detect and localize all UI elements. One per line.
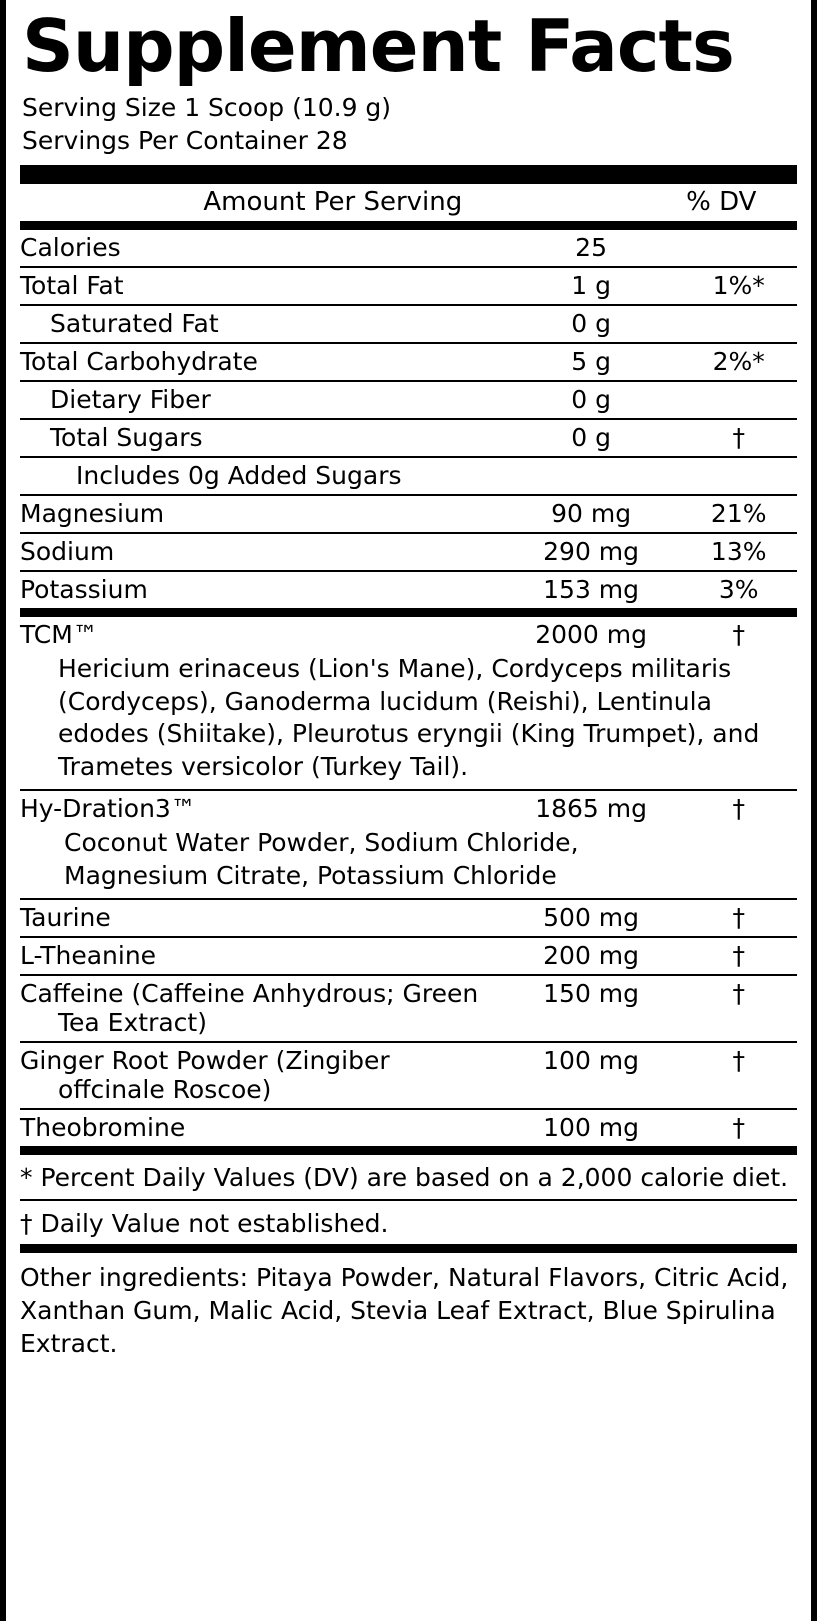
divider-medium-3 [20,1146,797,1155]
divider-medium-2 [20,608,797,617]
table-row [20,230,797,267]
nutrient-amount: 25 [502,230,681,267]
nutrient-amount: 153 mg [543,575,640,605]
table-row [20,975,797,1042]
serving-size: Serving Size 1 Scoop (10.9 g) [22,93,392,123]
active-amount: 200 mg [502,937,681,975]
table-row [20,419,797,457]
other-ingredients: Other ingredients: Pitaya Powder, Natural Flavors, Citric Acid, Xanthan Gum, Malic Acid, Stevia Leaf Extract, Blue Spirulina Extract. [20,1262,789,1359]
nutrient-dv: 21% [680,495,797,533]
table-row [20,653,797,790]
nutrient-name: Includes 0g Added Sugars [20,457,502,495]
nutrient-dv [680,305,797,343]
table-row [20,343,797,381]
nutrient-name: Dietary Fiber [20,381,502,419]
header-percent-dv: % DV [686,187,757,218]
nutrient-dv: † [680,419,797,457]
nutrient-amount: 0 g [502,381,681,419]
active-dv: † [680,937,797,975]
active-amount: 100 mg [502,1042,681,1109]
active-dv: † [680,1042,797,1109]
footnote-daily-values: * Percent Daily Values (DV) are based on a 2,000 calorie diet. [20,1163,789,1193]
active-name: Theobromine [20,1113,186,1143]
nutrient-amount: 0 g [502,419,681,457]
active-amount: 500 mg [502,899,681,937]
table-row [20,827,797,899]
table-row [20,1109,797,1146]
table-row [20,267,797,305]
nutrient-dv: 2%* [680,343,797,381]
blend-amount: 2000 mg [535,620,647,650]
nutrient-name: Total Fat [20,267,502,305]
blends-table [20,617,797,1146]
nutrient-dv: 13% [680,533,797,571]
nutrient-amount: 1 g [502,267,681,305]
active-dv: † [732,1113,745,1143]
footnote-dv-not-established: † Daily Value not established. [20,1199,797,1244]
table-row [20,790,797,827]
table-row [20,381,797,419]
nutrients-table [20,230,797,608]
active-name: L-Theanine [20,937,502,975]
active-name: Caffeine (Caffeine Anhydrous; Green Tea Extract) [20,975,502,1042]
table-header-row [20,184,797,221]
blend-amount: 1865 mg [535,794,647,824]
table-row [20,617,797,653]
nutrient-dv: 3% [718,575,759,605]
nutrient-name: Potassium [20,575,148,605]
nutrient-name: Saturated Fat [20,305,502,343]
nutrient-dv: 1%* [680,267,797,305]
nutrient-amount: 0 g [502,305,681,343]
nutrient-amount: 290 mg [502,533,681,571]
table-row [20,533,797,571]
blend-description: Hericium erinaceus (Lion's Mane), Cordyceps militaris (Cordyceps), Ganoderma lucidum (Reishi), Lentinula edodes (Shiitake), Pleurotus eryngii (King Trumpet), and Trametes versicolor (Turkey Tail). [20,653,797,790]
active-amount: 100 mg [543,1113,640,1143]
nutrient-dv [680,230,797,267]
nutrient-amount [502,457,681,495]
nutrient-amount: 5 g [502,343,681,381]
active-dv: † [680,975,797,1042]
blend-dv: † [732,620,745,650]
active-amount: 150 mg [502,975,681,1042]
page-title: Supplement Facts [22,4,734,88]
divider-medium-4 [20,1244,797,1253]
divider-thick-top [20,165,797,184]
table-row [20,495,797,533]
blend-description: Coconut Water Powder, Sodium Chloride, Magnesium Citrate, Potassium Chloride [20,827,680,899]
table-row [20,305,797,343]
table-row [20,1042,797,1109]
active-name: Taurine [20,899,502,937]
nutrient-name: Calories [20,230,502,267]
blend-name: Hy-Dration3™ [20,794,196,824]
nutrient-name: Total Carbohydrate [20,343,502,381]
blend-name: TCM™ [20,620,98,650]
servings-per-container: Servings Per Container 28 [22,126,348,156]
table-row [20,571,797,608]
table-row [20,457,797,495]
table-row [20,899,797,937]
nutrient-dv [680,457,797,495]
header-table [20,184,797,221]
active-dv: † [680,899,797,937]
nutrient-amount: 90 mg [502,495,681,533]
table-row [20,937,797,975]
nutrient-name: Magnesium [20,495,502,533]
nutrient-name: Total Sugars [20,419,502,457]
nutrient-name: Sodium [20,533,502,571]
active-name: Ginger Root Powder (Zingiber offcinale Roscoe) [20,1042,502,1109]
header-amount-per-serving: Amount Per Serving [203,187,463,218]
nutrient-dv [680,381,797,419]
blend-description-spacer [680,827,797,899]
divider-medium-1 [20,221,797,230]
blend-dv: † [732,794,745,824]
